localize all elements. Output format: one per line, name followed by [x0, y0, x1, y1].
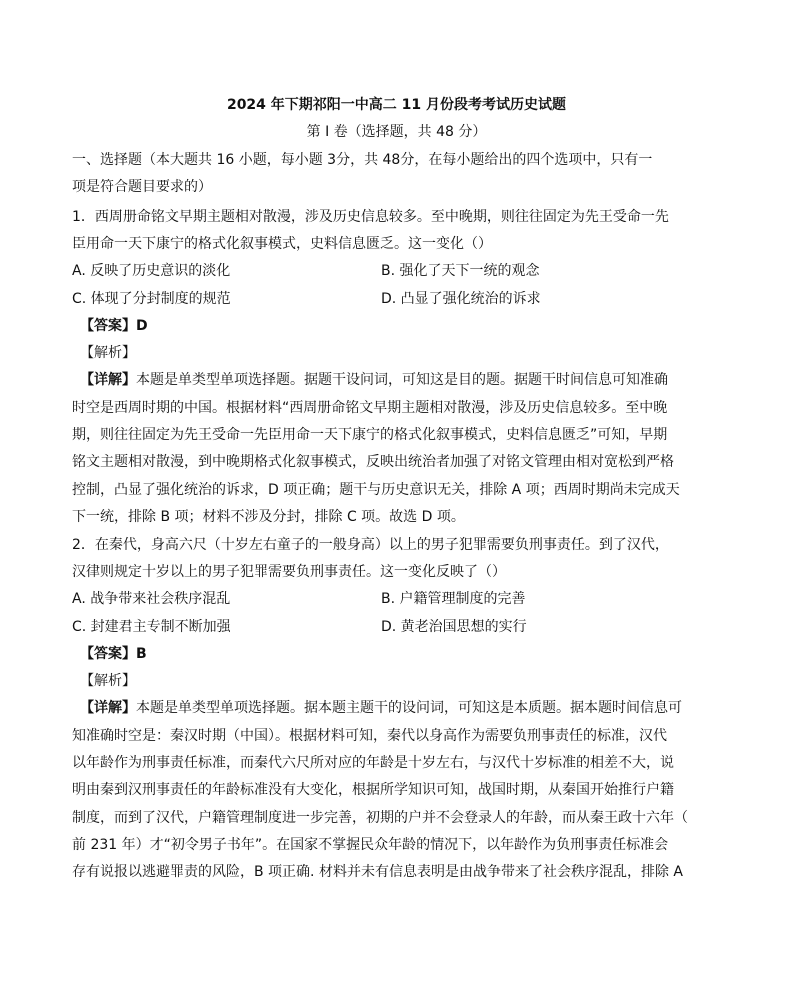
q1-detail-line-1	[80, 370, 668, 390]
q2-stem-line-1: 2．在秦代，身高六尺（十岁左右童子的一般身高）以上的男子犯罪需要负刑事责任。到了汉代，	[72, 537, 669, 553]
q2-stem-line-2: 汉律则规定十岁以上的男子犯罪需要负刑事责任。这一变化反映了（）	[72, 564, 506, 580]
q2-option-a: A. 战争带来社会秩序混乱	[72, 591, 231, 607]
q1-detail-line-4: 铭文主题相对散漫，到中晚期格式化叙事模式，反映出统治者加强了对铭文管理由相对宽松到严格	[72, 454, 674, 470]
q1-option-c: C. 体现了分封制度的规范	[72, 291, 231, 307]
q2-answer-value: B	[136, 646, 147, 662]
exam-title: 2024 年下期祁阳一中高二 11 月份段考考试历史试题	[226, 97, 567, 113]
q2-detail-line-2: 知准确时空是：秦汉时期（中国）。根据材料可知，秦代以身高作为需要负刑事责任的标准，汉代	[72, 728, 667, 744]
q2-option-d: D. 黄老治国思想的实行	[381, 619, 527, 635]
section-instructions-line-1: 一、选择题（本大题共 16 小题，每小题 3分，共 48分，在每小题给出的四个选项中，只有一	[72, 152, 653, 168]
q1-stem-line-2: 臣用命一天下康宁的格式化叙事模式，史料信息匮乏。这一变化（）	[72, 236, 492, 252]
q2-option-b: B. 户籍管理制度的完善	[381, 591, 526, 607]
q2-detail-line-3: 以年龄作为刑事责任标准，而秦代六尺所对应的年龄是十岁左右，与汉代十岁标准的相差不大，说	[72, 755, 674, 771]
q1-detail-tag: 【详解】	[80, 372, 136, 388]
q1-option-a: A. 反映了历史意识的淡化	[72, 263, 231, 279]
q2-detail-tag: 【详解】	[80, 700, 136, 716]
exam-subtitle: 第 I 卷（选择题，共 48 分）	[306, 124, 487, 140]
q2-detail-line-6: 前 231 年）才“初令男子书年”。在国家不掌握民众年龄的情况下，以年龄作为负刑事责任标准会	[72, 837, 669, 853]
section-instructions-line-2: 项是符合题目要求的）	[72, 179, 212, 195]
q1-stem-line-1: 1．西周册命铭文早期主题相对散漫，涉及历史信息较多。至中晚期，则往往固定为先王受命一先	[72, 209, 669, 225]
q2-answer-tag: 【答案】	[80, 646, 136, 662]
q2-option-c: C. 封建君主专制不断加强	[72, 619, 231, 635]
q1-analysis-tag: 【解析】	[80, 345, 136, 361]
q2-answer-line	[80, 644, 147, 664]
q1-detail-text-1: 本题是单类型单项选择题。据题干设问词，可知这是目的题。据题干时间信息可知准确	[136, 372, 668, 388]
q1-answer-value: D	[136, 318, 148, 334]
q1-detail-line-3: 期，则往往固定为先王受命一先臣用命一天下康宁的格式化叙事模式，史料信息匮乏”可知，早期	[72, 427, 668, 443]
q2-detail-line-7: 存有说报以逃避罪责的风险，B 项正确. 材料并未有信息表明是由战争带来了社会秩序混乱，排除 A	[72, 864, 683, 880]
q1-answer-line	[80, 316, 148, 336]
q2-detail-text-1: 本题是单类型单项选择题。据本题主题干的设问词，可知这是本质题。据本题时间信息可	[136, 700, 682, 716]
q2-detail-line-5: 制度，而到了汉代，户籍管理制度进一步完善，初期的户并不会登录人的年龄，而从秦王政十六年（	[72, 810, 688, 826]
q2-detail-line-1	[80, 698, 682, 718]
q1-detail-line-5: 控制，凸显了强化统治的诉求，D 项正确；题干与历史意识无关，排除 A 项；西周时期尚未完成天	[72, 482, 680, 498]
q1-option-d: D. 凸显了强化统治的诉求	[381, 291, 541, 307]
q1-detail-line-6: 下一统，排除 B 项；材料不涉及分封，排除 C 项。故选 D 项。	[72, 509, 465, 525]
q1-answer-tag: 【答案】	[80, 318, 136, 334]
q1-option-b: B. 强化了天下一统的观念	[381, 263, 540, 279]
q2-analysis-tag: 【解析】	[80, 673, 136, 689]
q1-detail-line-2: 时空是西周时期的中国。根据材料“西周册命铭文早期主题相对散漫，涉及历史信息较多。至中晚	[72, 400, 668, 416]
q2-detail-line-4: 明由秦到汉刑事责任的年龄标准没有大变化，根据所学知识可知，战国时期，从秦国开始推行户籍	[72, 782, 674, 798]
